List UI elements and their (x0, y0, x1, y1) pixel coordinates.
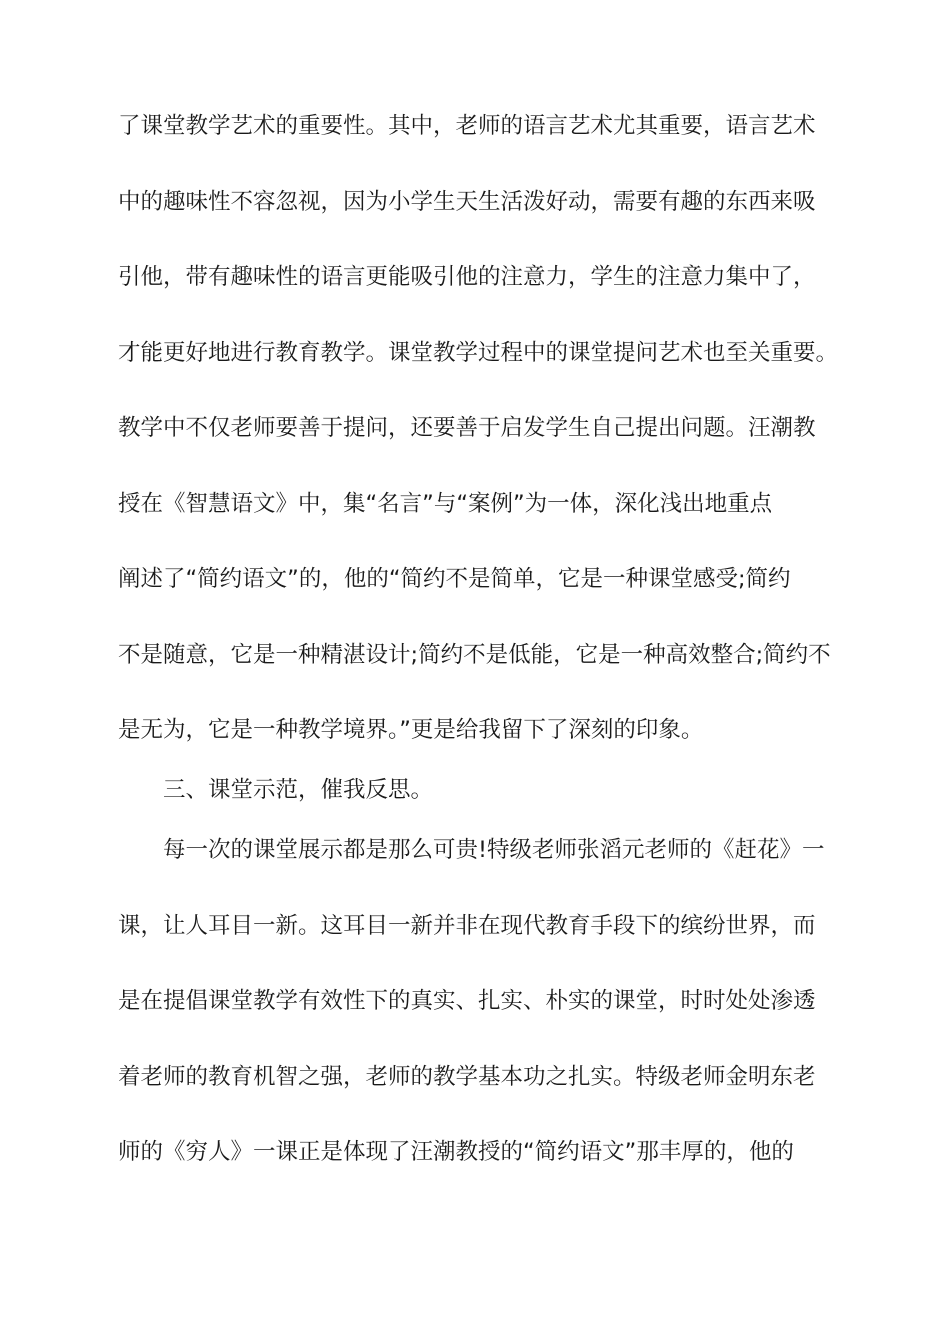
text-line: 授在《智慧语文》中，集“名言”与“案例”为一体，深化浅出地重点 (118, 490, 773, 517)
text-line: 引他，带有趣味性的语言更能吸引他的注意力，学生的注意力集中了， (118, 264, 816, 290)
text-line: 了课堂教学艺术的重要性。其中，老师的语言艺术尤其重要，语言艺术 (118, 113, 816, 139)
section-heading: 三、课堂示范，催我反思。 (163, 777, 434, 803)
text-line: 着老师的教育机智之强，老师的教学基本功之扎实。特级老师金明东老 (118, 1063, 816, 1090)
text-line: 师的《穷人》一课正是体现了汪潮教授的“简约语文”那丰厚的，他的 (118, 1139, 794, 1165)
text-line: 才能更好地进行教育教学。课堂教学过程中的课堂提问艺术也至关重要。 (118, 339, 839, 366)
text-line: 不是随意，它是一种精湛设计;简约不是低能，它是一种高效整合;简约不 (118, 641, 831, 668)
body-text (118, 107, 838, 1209)
paragraph-first-line: 每一次的课堂展示都是那么可贵!特级老师张滔元老师的《赶花》一 (163, 837, 825, 863)
text-line: 阐述了“简约语文”的，他的“简约不是简单，它是一种课堂感受;简约 (118, 566, 791, 592)
text-line: 课，让人耳目一新。这耳目一新并非在现代教育手段下的缤纷世界，而 (118, 912, 816, 939)
text-line: 中的趣味性不容忽视，因为小学生天生活泼好动，需要有趣的东西来吸 (118, 188, 816, 215)
text-line: 教学中不仅老师要善于提问，还要善于启发学生自己提出问题。汪潮教 (118, 415, 816, 441)
text-line: 是无为，它是一种教学境界。”更是给我留下了深刻的印象。 (118, 717, 704, 743)
text-line: 是在提倡课堂教学有效性下的真实、扎实、朴实的课堂，时时处处渗透 (118, 988, 816, 1014)
